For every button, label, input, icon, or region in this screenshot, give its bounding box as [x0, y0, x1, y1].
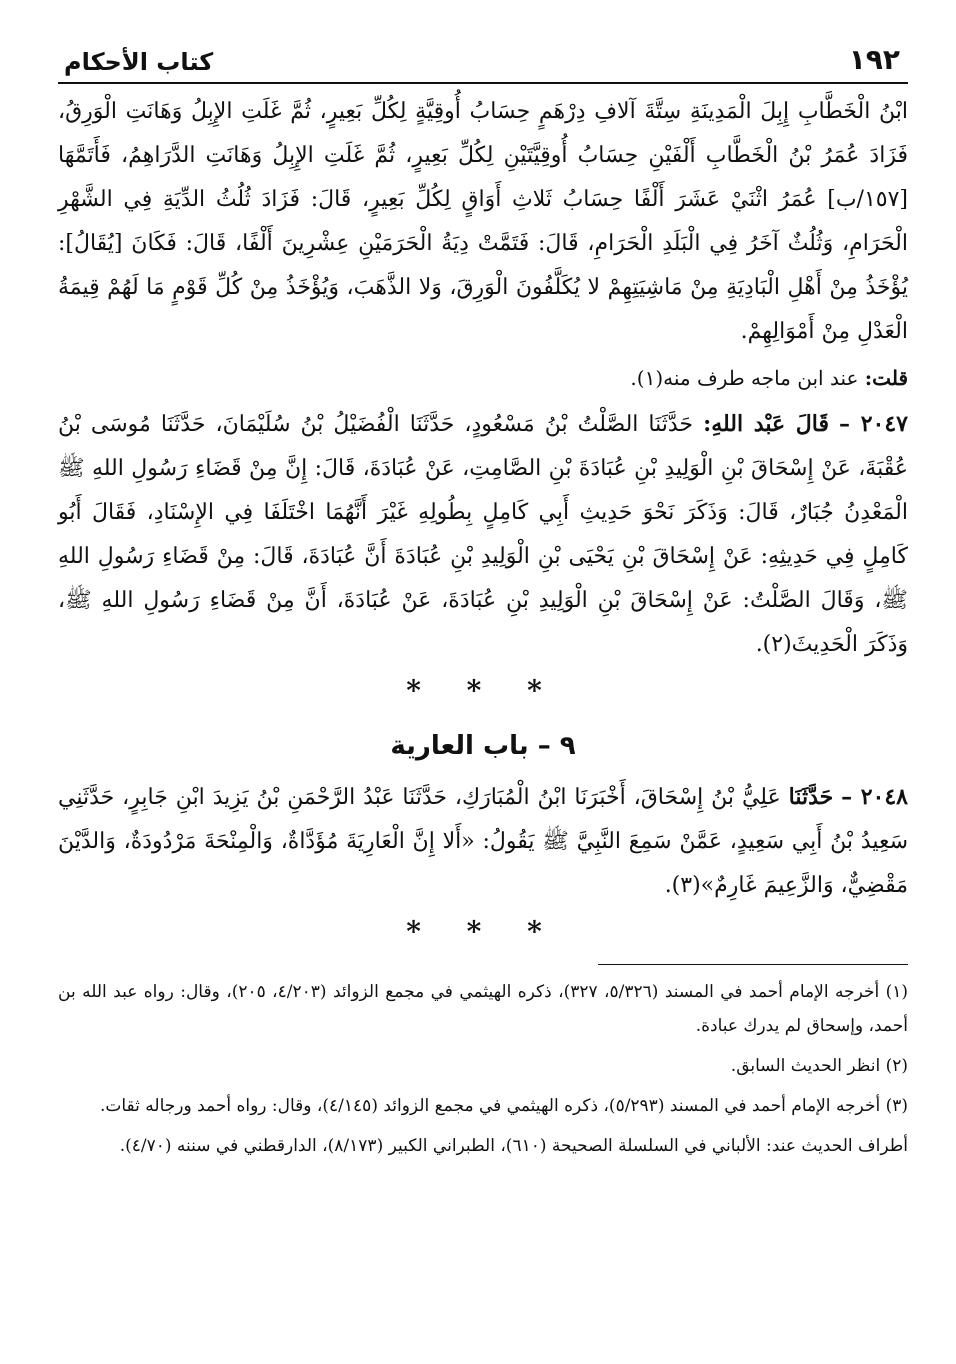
book-page	[58, 32, 908, 1352]
hadith-lead: قَالَ عَبْد اللهِ:	[703, 411, 829, 437]
page-header	[58, 32, 908, 84]
author-note-text: عند ابن ماجه طرف منه(١).	[630, 366, 859, 390]
hadith-2047	[58, 402, 908, 667]
footnote-3-continued: أطراف الحديث عند: الألباني في السلسلة الصحيحة (٦١٠)، الطبراني الكبير (٨/١٧٣)، الدارقطني في سننه (٤/٧٠).	[119, 1136, 908, 1156]
author-note-label: قلت:	[864, 366, 908, 390]
footnote-divider	[598, 964, 908, 965]
hadith-lead: حَدَّثَنَا	[788, 784, 834, 810]
footnotes	[58, 975, 908, 1163]
hadith-2048	[58, 775, 908, 908]
footnote-2: (٢) انظر الحديث السابق.	[730, 1056, 908, 1076]
page-number: ١٩٢	[848, 43, 900, 76]
hadith-text: حَدَّثَنَا الصَّلْتُ بْنُ مَسْعُودٍ، حَدَّثَنَا الْفُضَيْلُ بْنُ سُلَيْمَانَ، حَدَّثَنَا مُوسَى بْنُ عُقْبَةَ، عَنْ إِسْحَاقَ بْنِ الْوَلِيدِ بْنِ عُبَادَةَ بْنِ الصَّامِتِ، عَنْ عُبَادَةَ، قَالَ: إِنَّ مِنْ قَضَاءِ رَسُولِ اللهِ ﷺ الْمَعْدِنُ جُبَارٌ، قَالَ: وَذَكَرَ نَحْوَ حَدِيثِ أَبِي كَامِلٍ بِطُولِهِ غَيْرَ أَنَّهُمَا اخْتَلَفَا فِي الإِسْنَادِ، فَقَالَ أَبُو كَامِلٍ فِي حَدِيثِهِ: عَنْ إِسْحَاقَ بْنِ يَحْيَى بْنِ الْوَلِيدِ بْنِ عُبَادَةَ أَنَّ عُبَادَةَ، قَالَ: مِنْ قَضَاءِ رَسُولِ اللهِ ﷺ، وَقَالَ الصَّلْتُ: عَنْ إِسْحَاقَ بْنِ الْوَلِيدِ بْنِ عُبَادَةَ، عَنْ عُبَادَةَ، أَنَّ مِنْ قَضَاءِ رَسُولِ اللهِ ﷺ، وَذَكَرَ الْحَدِيثَ(٢).	[58, 412, 908, 657]
author-note	[58, 358, 908, 398]
section-separator: * * *	[406, 674, 560, 707]
footnote-1: (١) أخرجه الإمام أحمد في المسند (٥/٣٢٦، ٣٢٧)، ذكره الهيثمي في مجمع الزوائد (٤/٢٠٣، ٢٠٥)، وقال: رواه عبد الله بن أحمد، وإسحاق لم يدرك عبادة.	[58, 982, 909, 1036]
hadith-text: عَلِيُّ بْنُ إِسْحَاقَ، أَخْبَرَنَا ابْنُ الْمُبَارَكِ، حَدَّثَنَا عَبْدُ الرَّحْمَنِ بْنُ يَزِيدَ ابْنِ جَابِرٍ، حَدَّثَنِي سَعِيدُ بْنُ أَبِي سَعِيدٍ، عَمَّنْ سَمِعَ النَّبِيَّ ﷺ يَقُولُ: «أَلا إِنَّ الْعَارِيَةَ مُؤَدَّاةٌ، وَالْمِنْحَةَ مَرْدُودَةٌ، وَالدَّيْنَ مَقْضِيٌّ، وَالزَّعِيمَ غَارِمٌ»(٣).	[58, 785, 908, 898]
footnote-3: (٣) أخرجه الإمام أحمد في المسند (٥/٢٩٣)، ذكره الهيثمي في مجمع الزوائد (٤/١٤٥)، وقال: رواه أحمد ورجاله ثقات.	[99, 1096, 908, 1116]
book-title: كتاب الأحكام	[64, 48, 214, 76]
section-separator: * * *	[406, 915, 560, 948]
chapter-title: ٩ – باب العارية	[390, 731, 576, 761]
hadith-number: ٢٠٤٧ –	[839, 411, 908, 437]
hadith-number: ٢٠٤٨ –	[841, 784, 908, 810]
paragraph-continuation: ابْنُ الْخَطَّابِ إِبِلَ الْمَدِينَةِ سِتَّةَ آلافِ دِرْهَمٍ حِسَابُ أُوقِيَّةٍ لِكُلِّ بَعِيرٍ، ثُمَّ غَلَتِ الإِبِلُ وَهَانَتِ الْوَرِقُ، فَزَادَ عُمَرُ بْنُ الْخَطَّابِ أَلْفَيْنِ حِسَابُ أُوقِيَّتَيْنِ لِكُلِّ بَعِيرٍ، ثُمَّ غَلَتِ الإِبِلُ وَهَانَتِ الدَّرَاهِمُ، فَأَتَمَّهَا [١٥٧/ب] عُمَرُ اثْنَيْ عَشَرَ أَلْفًا حِسَابُ ثَلاثِ أَوَاقٍ لِكُلِّ بَعِيرٍ، قَالَ: فَزَادَ ثُلُثُ الدِّيَةِ فِي الشَّهْرِ الْحَرَامِ، وَثُلُثٌ آخَرُ فِي الْبَلَدِ الْحَرَامِ، قَالَ: فَتَمَّتْ دِيَةُ الْحَرَمَيْنِ عِشْرِينَ أَلْفًا، قَالَ: فَكَانَ [يُقَالُ]: يُؤْخَذُ مِنْ أَهْلِ الْبَادِيَةِ مِنْ مَاشِيَتِهِمْ لا يُكَلَّفُونَ الْوَرِقَ، وَلا الذَّهَبَ، وَيُؤْخَذُ مِنْ كُلِّ قَوْمٍ مَا لَهُمْ قِيمَةُ الْعَدْلِ مِنْ أَمْوَالِهِمْ.	[58, 99, 908, 344]
